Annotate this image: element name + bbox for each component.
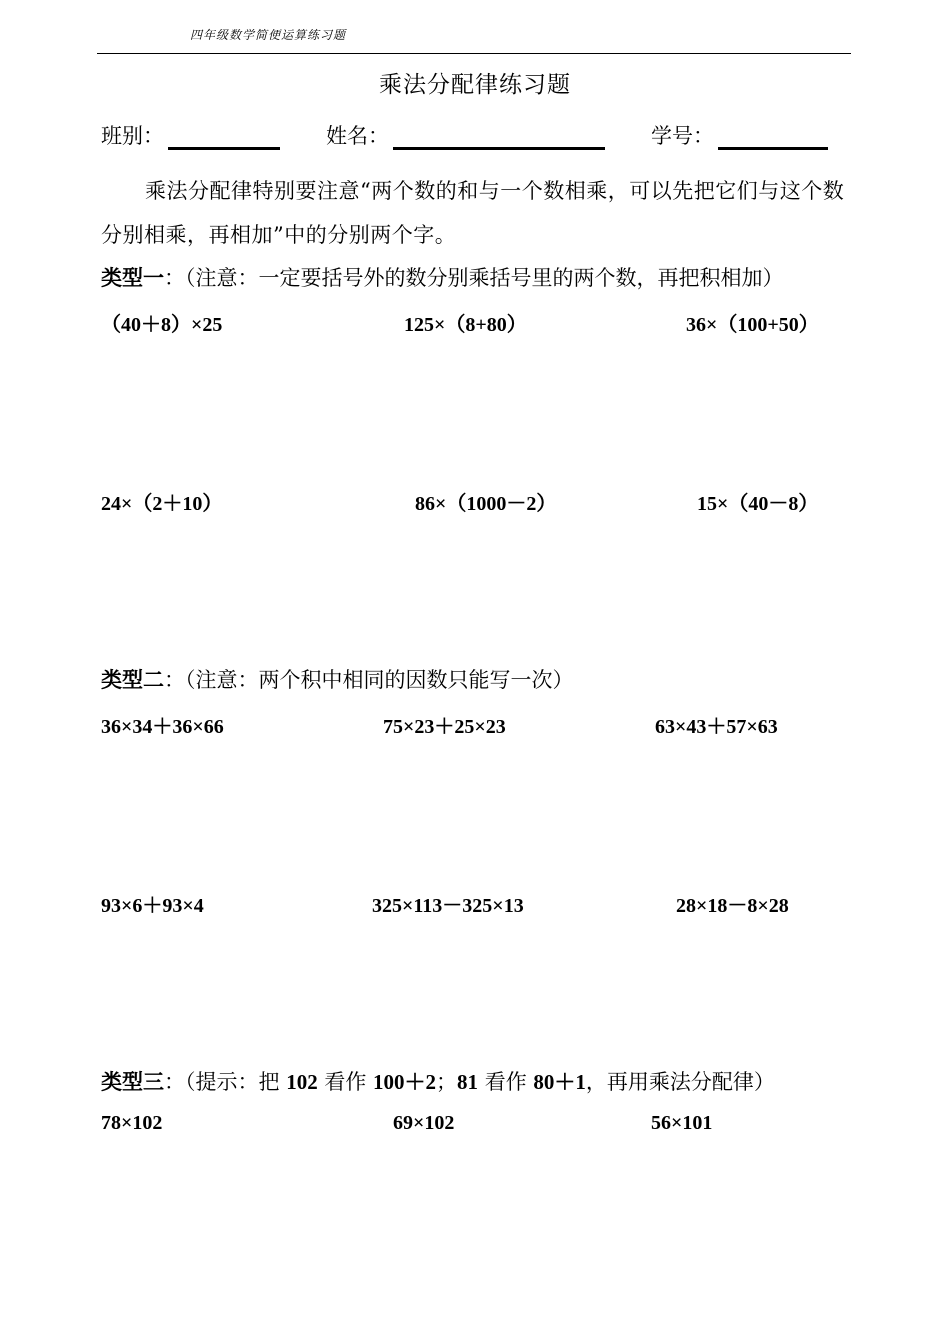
type2-label: 类型二: [101, 668, 164, 692]
number-blank[interactable]: [718, 121, 828, 150]
type3-problem-3: 56×101: [651, 1112, 713, 1134]
type1-problem-6: 15×（40－8）: [697, 493, 819, 515]
page-title: 乘法分配律练习题: [379, 72, 571, 98]
type3-note-a: ：（提示：把: [164, 1070, 287, 1094]
type3-problem-1: 78×102: [101, 1112, 163, 1134]
type1-problem-4: 24×（2＋10）: [101, 493, 223, 515]
number-field: [651, 120, 828, 150]
class-field: [101, 120, 280, 150]
type2-problem-4: 93×6＋93×4: [101, 895, 204, 917]
type2-problem-6: 28×18－8×28: [676, 895, 789, 917]
type3-note-e: ，再用乘法分配律）: [585, 1070, 775, 1094]
type3-num-100-2: 100＋2: [373, 1070, 437, 1094]
type2-problem-3: 63×43＋57×63: [655, 716, 778, 738]
type1-heading: [101, 262, 784, 292]
header-title: 四年级数学简便运算练习题: [190, 28, 347, 42]
type2-problem-1: 36×34＋36×66: [101, 716, 224, 738]
type1-problem-2: 125×（8+80）: [404, 314, 527, 336]
number-label: 学号：: [651, 124, 714, 148]
class-label: 班别：: [101, 124, 164, 148]
intro-paragraph: 乘法分配律特别要注意“两个数的和与一个数相乘，可以先把它们与这个数分别相乘，再相加”中的分别两个字。: [101, 179, 845, 247]
type2-note: ：（注意：两个积中相同的因数只能写一次）: [164, 668, 574, 692]
type3-note-b: 看作: [317, 1070, 374, 1094]
name-label: 姓名：: [326, 124, 389, 148]
type1-note: ：（注意：一定要括号外的数分别乘括号里的两个数，再把积相加）: [164, 266, 784, 290]
header-rule: [97, 53, 851, 54]
type3-num-80-1: 80＋1: [533, 1070, 586, 1094]
type3-label: 类型三: [101, 1070, 164, 1094]
type2-heading: [101, 664, 574, 694]
type1-problem-5: 86×（1000－2）: [415, 493, 557, 515]
type2-problem-5: 325×113－325×13: [372, 895, 524, 917]
type1-label: 类型一: [101, 266, 164, 290]
type3-note-c: ；: [436, 1070, 458, 1094]
class-blank[interactable]: [168, 121, 280, 150]
type3-heading: [101, 1066, 775, 1096]
type3-note-d: 看作: [478, 1070, 534, 1094]
name-field: [326, 120, 605, 150]
type3-num-102: 102: [286, 1070, 318, 1094]
type3-problem-2: 69×102: [393, 1112, 455, 1134]
type1-problem-1: （40＋8）×25: [101, 314, 223, 336]
type3-num-81: 81: [457, 1070, 479, 1094]
name-blank[interactable]: [393, 121, 605, 150]
type2-problem-2: 75×23＋25×23: [383, 716, 506, 738]
type1-problem-3: 36×（100+50）: [686, 314, 819, 336]
